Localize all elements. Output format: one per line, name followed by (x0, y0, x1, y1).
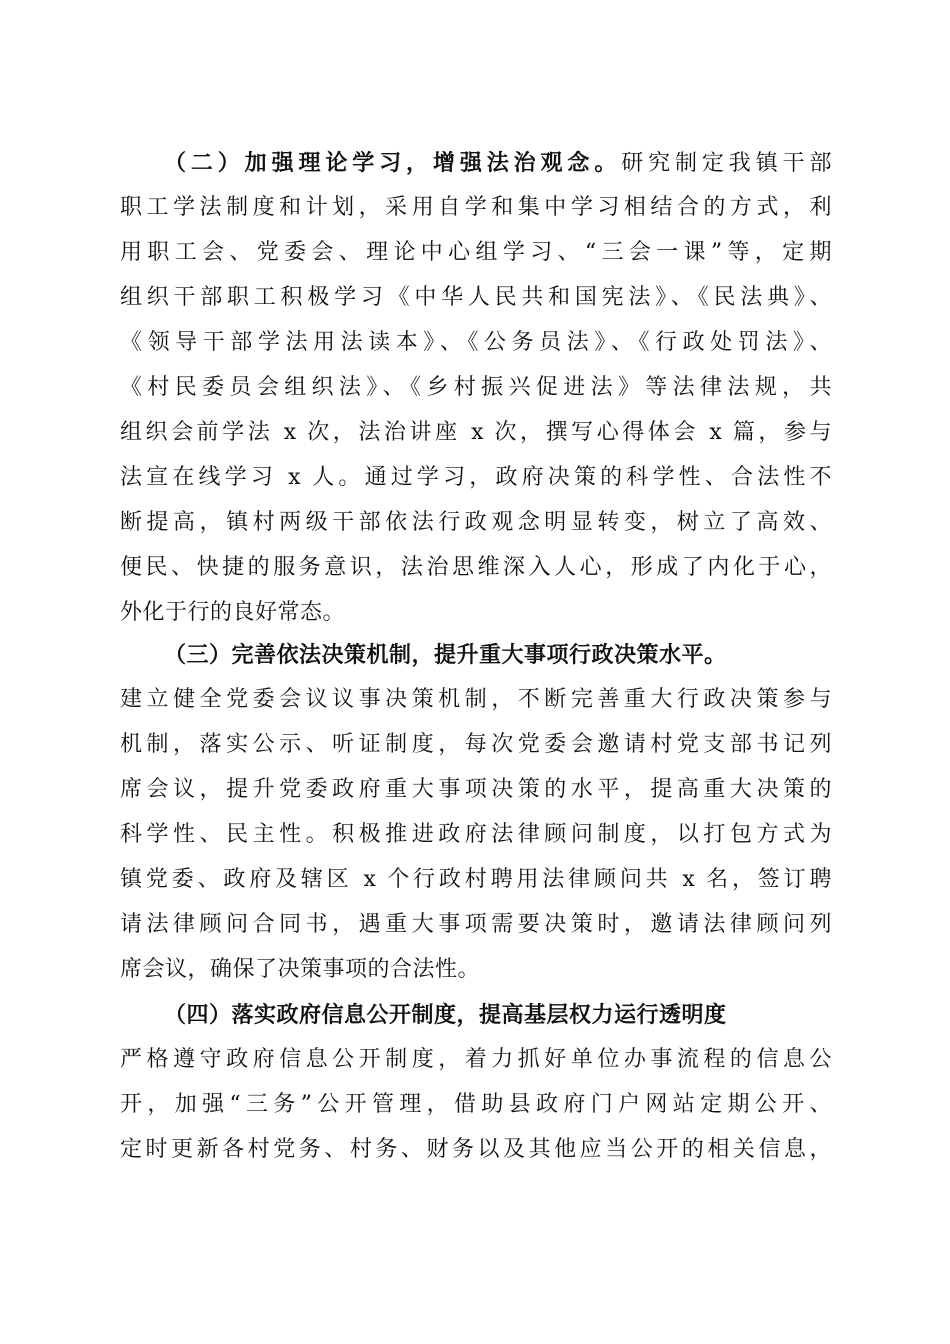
section-3-line-5: 请法律顾问合同书，遇重大事项需要决策时，邀请法律顾问列 (120, 912, 832, 937)
section-3-line-4: 镇党委、政府及辖区 x 个行政村聘用法律顾问共 x 名，签订聘 (120, 867, 832, 892)
section-2-line-1: 职工学法制度和计划，采用自学和集中学习相结合的方式，利 (120, 195, 832, 220)
section-2-first-line (164, 141, 832, 185)
section-2-line-10: 外化于行的良好常态。 (120, 600, 346, 625)
section-4-line-2: 定时更新各村党务、村务、财务以及其他应当公开的相关信息， (120, 1137, 832, 1162)
section-2-line-0: 研究制定我镇干部 (621, 151, 832, 176)
section-3-line-2: 席会议，提升党委政府重大事项决策的水平，提高重大决策的 (120, 777, 832, 802)
section-2-line-6: 组织会前学法 x 次，法治讲座 x 次，撰写心得体会 x 篇，参与 (120, 420, 832, 445)
section-3-line-3: 科学性、民主性。积极推进政府法律顾问制度，以打包方式为 (120, 822, 832, 847)
section-3-heading: （三）完善依法决策机制，提升重大事项行政决策水平。 (164, 642, 727, 668)
section-4-line-0: 严格遵守政府信息公开制度，着力抓好单位办事流程的信息公 (120, 1047, 832, 1072)
section-4-heading: （四）落实政府信息公开制度，提高基层权力运行透明度 (164, 1002, 727, 1028)
section-2-line-9: 便民、快捷的服务意识，法治思维深入人心，形成了内化于心， (120, 555, 832, 580)
section-4-line-1: 开，加强“三务”公开管理，借助县政府门户网站定期公开、 (120, 1092, 832, 1117)
section-3-line-0: 建立健全党委会议议事决策机制，不断完善重大行政决策参与 (120, 687, 832, 712)
section-2-line-5: 《村民委员会组织法》、《乡村振兴促进法》等法律法规，共 (120, 375, 832, 400)
section-3-line-6: 席会议，确保了决策事项的合法性。 (120, 957, 481, 982)
section-2-line-7: 法宣在线学习 x 人。通过学习，政府决策的科学性、合法性不 (120, 465, 832, 490)
section-2-line-3: 组织干部职工积极学习《中华人民共和国宪法》、《民法典》、 (120, 285, 832, 310)
section-2-line-4: 《领导干部学法用法读本》、《公务员法》、《行政处罚法》、 (120, 330, 832, 355)
section-2-line-8: 断提高，镇村两级干部依法行政观念明显转变，树立了高效、 (120, 510, 832, 535)
section-3-line-1: 机制，落实公示、听证制度，每次党委会邀请村党支部书记列 (120, 732, 832, 757)
section-2-line-2: 用职工会、党委会、理论中心组学习、“三会一课”等，定期 (120, 240, 832, 265)
section-2-heading: （二）加强理论学习，增强法治观念。 (164, 150, 622, 176)
